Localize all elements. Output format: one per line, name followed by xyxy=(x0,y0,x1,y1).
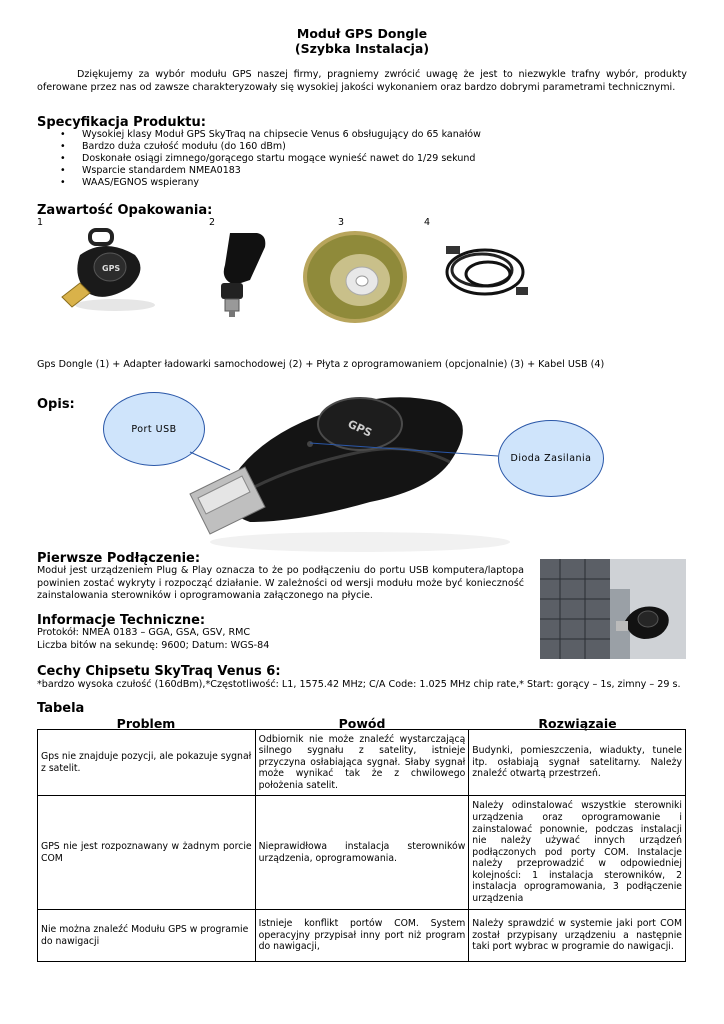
table-cell: Należy sprawdzić w systemie jaki port COM został przypisany urządzeniu a następnie taki port wybrac w programie do nawigacji. xyxy=(469,910,686,962)
item-number-3: 3 xyxy=(338,217,345,228)
chipset-heading: Cechy Chipsetu SkyTraq Venus 6: xyxy=(37,664,281,679)
table-heading: Tabela xyxy=(37,701,85,716)
laptop-usb-photo xyxy=(540,559,686,659)
svg-text:GPS: GPS xyxy=(102,264,121,273)
table-row xyxy=(38,910,686,962)
table-cell: Nieprawidłowa instalacja sterowników urządzenia, oprogramowania. xyxy=(255,796,469,910)
table-cell: Odbiornik nie może znaleźć wystarczającą silnego sygnału z satelity, istnieje przyczyna osłabiająca sygnał. Słaby sygnał może wynikać tak że z chwilowego położenia satelit. xyxy=(255,730,469,796)
first-connection-text: Moduł jest urządzeniem Plug & Play oznacza to że po podłączeniu do portu USB komputera/laptopa powinien zostać wykryty i rozpocząć działanie. W zależności od wersji modułu może być konieczność zainstalowania sterowników i oprogramowania załączonego na płycie. xyxy=(37,565,524,601)
chipset-text: *bardzo wysoka czułość (160dBm),*Częstotliwość: L1, 1575.42 MHz; C/A Code: 1.025 MHz chip rate,* Start: gorący – 1s, zimny – 29 s. xyxy=(37,679,681,690)
page-subtitle: (Szybka Instalacja) xyxy=(294,41,430,56)
table-row xyxy=(38,730,686,796)
table-cell: Gps nie znajduje pozycji, ale pokazuje sygnał z satelit. xyxy=(38,730,256,796)
table-row xyxy=(38,796,686,910)
item-number-4: 4 xyxy=(424,217,431,228)
callout-power-led-label: Dioda Zasilania xyxy=(510,453,592,464)
gps-dongle-photo xyxy=(50,225,160,315)
first-connection-heading: Pierwsze Podłączenie: xyxy=(37,551,201,566)
table-cell: Nie można znaleźć Modułu GPS w programie do nawigacji xyxy=(38,910,256,962)
table-header-problem: Problem xyxy=(116,716,176,731)
spec-list xyxy=(60,129,481,189)
spec-item: • Wsparcie standardem NMEA0183 xyxy=(60,165,481,177)
spec-item: • WAAS/EGNOS wspierany xyxy=(60,177,481,189)
table-header-solution: Rozwiązaie xyxy=(538,716,617,731)
spec-item: • Bardzo duża czułość modułu (do 160 dBm) xyxy=(60,141,481,153)
callout-port-usb xyxy=(103,392,205,466)
table-cell: Istnieje konflikt portów COM. System operacyjny przypisał inny port niż program do nawigacji, xyxy=(255,910,469,962)
callout-port-usb-label: Port USB xyxy=(131,423,177,435)
item-number-2: 2 xyxy=(209,217,216,228)
table-header-reason: Powód xyxy=(338,716,386,731)
table-cell: GPS nie jest rozpoznawany w żadnym porcie COM xyxy=(38,796,256,910)
table-cell: Budynki, pomieszczenia, wiadukty, tunele itp. osłabiają sygnał satelitarny. Należy znaleźć otwartą przestrzeń. xyxy=(469,730,686,796)
page-title: Moduł GPS Dongle xyxy=(296,26,428,41)
opis-heading: Opis: xyxy=(37,397,75,412)
contents-heading: Zawartość Opakowania: xyxy=(37,203,213,218)
dongle-illustration xyxy=(150,372,530,552)
callout-power-led xyxy=(498,420,604,497)
tech-line-baud: Liczba bitów na sekundę: 9600; Datum: WGS-84 xyxy=(37,640,270,651)
software-cd-photo xyxy=(300,225,410,325)
car-charger-photo xyxy=(195,225,275,320)
usb-cable-photo xyxy=(440,232,535,312)
intro-paragraph: Dziękujemy za wybór modułu GPS naszej firmy, pragniemy zwrócić uwagę że jest to niezwykle trafny wybór, produkty oferowane przez nas od zawsze charakteryzowały się wysokiej jakości wykonaniem oraz bardzo dobrymi parametrami technicznymi. xyxy=(37,69,687,93)
contents-caption: Gps Dongle (1) + Adapter ładowarki samochodowej (2) + Płyta z oprogramowaniem (opcjonalnie) (3) + Kabel USB (4) xyxy=(37,359,605,370)
item-number-1: 1 xyxy=(37,217,44,228)
spec-heading: Specyfikacja Produktu: xyxy=(37,115,206,130)
tech-line-protocol: Protokół: NMEA 0183 – GGA, GSA, GSV, RMC xyxy=(37,627,251,638)
troubleshooting-table xyxy=(37,729,686,962)
tech-heading: Informacje Techniczne: xyxy=(37,613,206,628)
table-cell: Należy odinstalować wszystkie sterowniki urządzenia oraz oprogramowanie i zainstalować ponownie, podczas instalacji nie należy używać innych urządzeń podłączonych pod porty COM. Instalacje należy przeprowadzić w odpowiedniej kolejności: 1 instalacja sterowników, 2 instalacja oprogramowania, 3 podłączenie urządzenia xyxy=(469,796,686,910)
device-gps-label: GPS xyxy=(345,417,374,440)
spec-item: • Doskonałe osiągi zimnego/gorącego startu mogące wynieść nawet do 1/29 sekund xyxy=(60,153,481,165)
spec-item: • Wysokiej klasy Moduł GPS SkyTraq na chipsecie Venus 6 obsługujący do 65 kanałów xyxy=(60,129,481,141)
